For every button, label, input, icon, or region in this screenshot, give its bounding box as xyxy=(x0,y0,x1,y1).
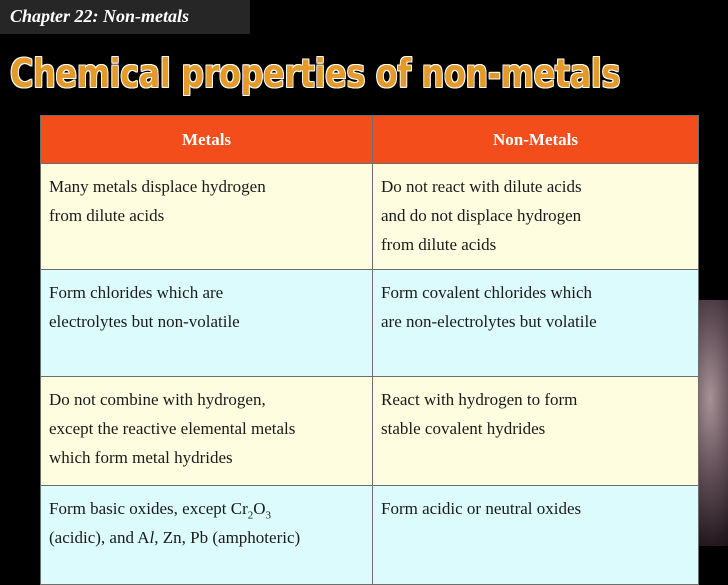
table-header-row xyxy=(41,116,699,164)
table-row xyxy=(41,270,699,377)
subscript-3: 3 xyxy=(265,509,272,522)
cell-line: electrolytes but non-volatile xyxy=(49,312,240,331)
oxide-line2-l: l xyxy=(149,528,155,547)
cell-line: are non-electrolytes but volatile xyxy=(381,312,597,331)
nonmetals-cell xyxy=(373,164,699,270)
cell-line xyxy=(49,523,364,552)
cell-line: and do not displace hydrogen xyxy=(381,206,582,225)
table-row xyxy=(41,486,699,585)
oxide-text-o: O xyxy=(253,499,266,518)
nonmetals-cell xyxy=(373,270,699,377)
metals-cell xyxy=(41,164,373,270)
header-metals: Metals xyxy=(41,116,373,164)
cell-line: Form acidic or neutral oxides xyxy=(381,499,582,518)
table-row xyxy=(41,377,699,486)
cell-line xyxy=(49,494,364,523)
comparison-table xyxy=(40,115,699,585)
cell-line: Many metals displace hydrogen xyxy=(49,177,266,196)
subscript-2: 2 xyxy=(247,509,254,522)
header-nonmetals: Non-Metals xyxy=(373,116,699,164)
metals-cell xyxy=(41,377,373,486)
nonmetals-cell xyxy=(373,486,699,585)
oxide-line2-b: , Zn, Pb (amphoteric) xyxy=(154,528,301,547)
chapter-header-bar xyxy=(0,0,250,34)
cell-line: stable covalent hydrides xyxy=(381,419,546,438)
metals-cell xyxy=(41,486,373,585)
oxide-text-prefix: Form basic oxides, except Cr xyxy=(49,499,248,518)
cell-line: from dilute acids xyxy=(49,206,165,225)
cell-line: except the reactive elemental metals xyxy=(49,419,296,438)
chapter-label: Chapter 22: Non-metals xyxy=(10,6,190,26)
cell-line: from dilute acids xyxy=(381,235,497,254)
cell-line: Form chlorides which are xyxy=(49,283,224,302)
table-row xyxy=(41,164,699,270)
cell-line: Do not react with dilute acids xyxy=(381,177,582,196)
cell-line: which form metal hydrides xyxy=(49,448,233,467)
oxide-line2-a: (acidic), and A xyxy=(49,528,150,547)
cell-line: Form covalent chlorides which xyxy=(381,283,593,302)
cell-line: Do not combine with hydrogen, xyxy=(49,390,266,409)
cell-line: React with hydrogen to form xyxy=(381,390,578,409)
slide-title: Chemical properties of non-metals xyxy=(10,52,621,97)
nonmetals-cell xyxy=(373,377,699,486)
metals-cell xyxy=(41,270,373,377)
